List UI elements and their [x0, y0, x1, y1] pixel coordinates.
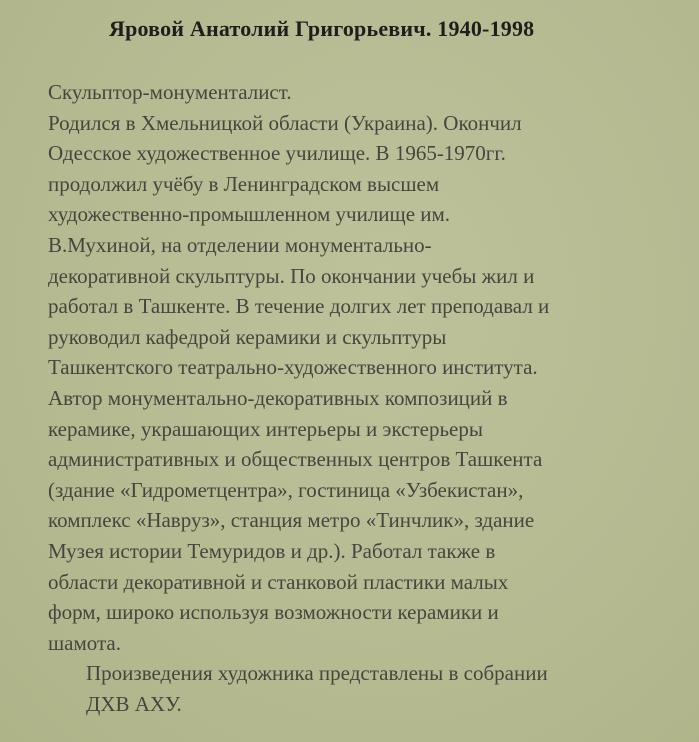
text-line: (здание «Гидрометцентра», гостиница «Узбекистан», — [48, 477, 524, 502]
text-line: шамота. — [48, 630, 122, 655]
text-line: комплекс «Навруз», станция метро «Тинчлик», здание — [48, 508, 535, 533]
biography-text — [48, 77, 688, 719]
collection-note-line: Произведения художника представлены в собрании — [86, 661, 548, 686]
text-line: В.Мухиной, на отделении монументально- — [48, 232, 432, 257]
text-line: административных и общественных центров Ташкента — [48, 447, 543, 472]
text-line: Одесское художественное училище. В 1965-1970гг. — [48, 141, 506, 166]
text-line: продолжил учёбу в Ленинградском высшем — [48, 171, 440, 196]
artist-heading: Яровой Анатолий Григорьевич. 1940-1998 — [109, 16, 535, 41]
collection-note-line: ДХВ АХУ. — [86, 691, 182, 716]
text-line: Музея истории Темуридов и др.). Работал также в — [48, 538, 496, 563]
text-line: Ташкентского театрально-художественного института. — [48, 355, 538, 380]
text-line: Скульптор-монументалист. — [48, 80, 292, 104]
text-line: области декоративной и станковой пластики малых — [48, 569, 509, 594]
text-line: Родился в Хмельницкой области (Украина). Окончил — [48, 110, 522, 135]
text-line: декоративной скульптуры. По окончании учебы жил и — [48, 263, 535, 288]
text-line: керамике, украшающих интерьеры и экстерьеры — [48, 416, 483, 441]
text-line: форм, широко используя возможности керамики и — [48, 600, 499, 625]
text-line: художественно-промышленном училище им. — [48, 202, 451, 227]
text-line: Автор монументально-декоративных композиций в — [48, 385, 508, 410]
text-line: руководил кафедрой керамики и скульптуры — [48, 324, 447, 349]
text-line: работал в Ташкенте. В течение долгих лет преподавал и — [48, 294, 550, 319]
